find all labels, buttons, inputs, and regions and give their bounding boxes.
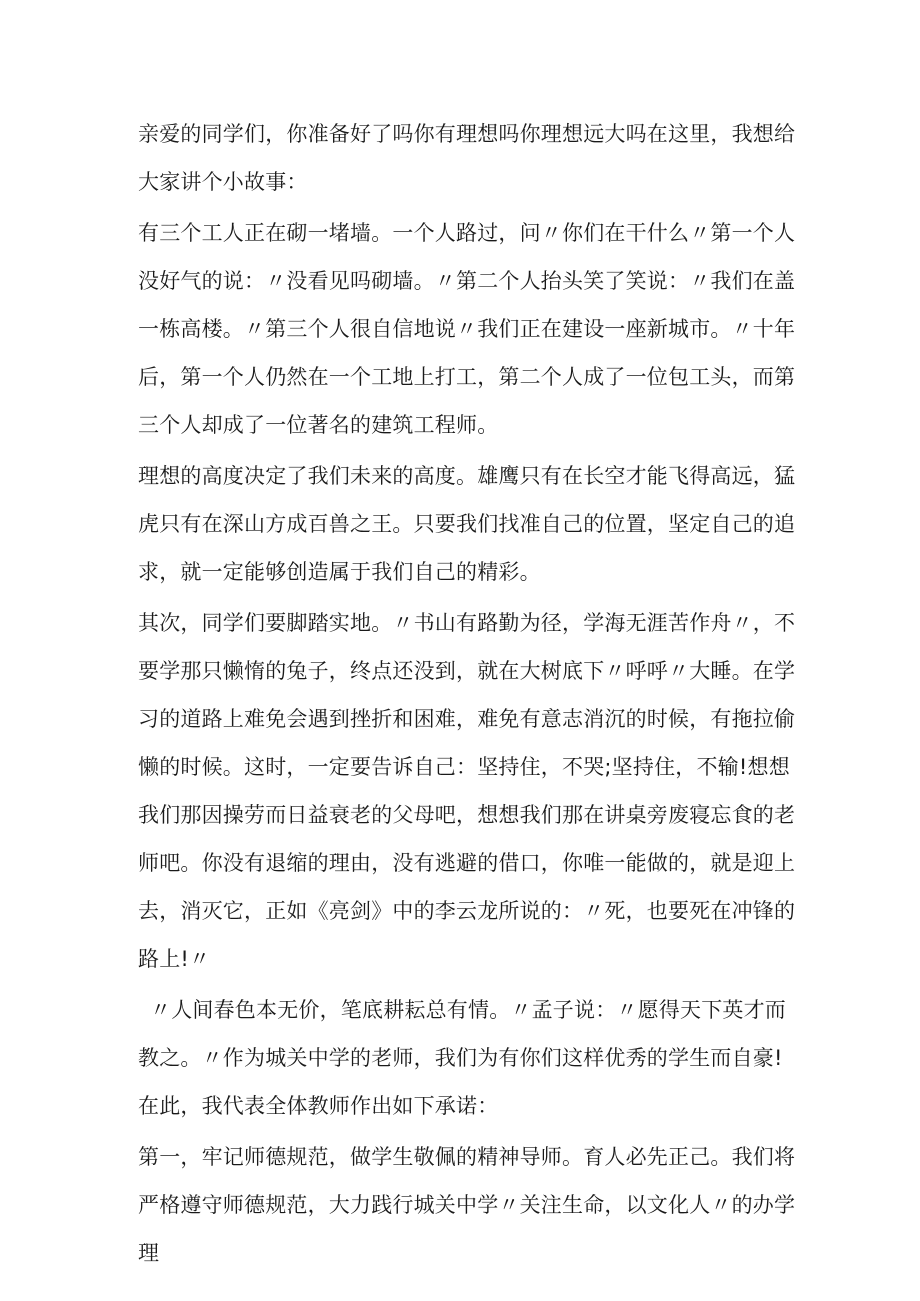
paragraph-teacher-pride: 〃人间春色本无价，笔底耕耘总有情。〃孟子说：〃愿得天下英才而教之。〃作为城关中学的老师，我们为有你们这样优秀的学生而自豪!在此，我代表全体教师作出如下承诺： (138, 998, 786, 1118)
paragraph-down-to-earth: 其次，同学们要脚踏实地。〃书山有路勤为径，学海无涯苦作舟〃，不要学那只懒惰的兔子，终点还没到，就在大树底下〃呼呼〃大睡。在学习的道路上难免会遇到挫折和困难，难免有意志消沉的时候，有拖拉偷懒的时候。这时，一定要告诉自己：坚持住，不哭;坚持住，不输!想想我们那因操劳而日益衰老的父母吧，想想我们那在讲桌旁废寝忘食的老师吧。你没有退缩的理由，没有逃避的借口，你唯一能做的，就是迎上去，消灭它，正如《亮剑》中的李云龙所说的：〃死，也要死在冲锋的路上!〃 (138, 611, 796, 971)
paragraph-promise-first: 第一，牢记师德规范，做学生敬佩的精神导师。育人必先正己。我们将严格遵守师德规范，大力践行城关中学〃关注生命，以文化人〃的办学理 (138, 1145, 796, 1265)
paragraph-greeting: 亲爱的同学们，你准备好了吗你有理想吗你理想远大吗在这里，我想给大家讲个小故事： (138, 122, 796, 194)
paragraph-ideal-height: 理想的高度决定了我们未来的高度。雄鹰只有在长空才能飞得高远，猛虎只有在深山方成百兽之王。只要我们找准自己的位置，坚定自己的追求，就一定能够创造属于我们自己的精彩。 (138, 464, 796, 584)
paragraph-story-workers: 有三个工人正在砌一堵墙。一个人路过，问〃你们在干什么〃第一个人没好气的说：〃没看见吗砌墙。〃第二个人抬头笑了笑说：〃我们在盖一栋高楼。〃第三个人很自信地说〃我们正在建设一座新城市。〃十年后，第一个人仍然在一个工地上打工，第二个人成了一位包工头，而第三个人却成了一位著名的建筑工程师。 (138, 221, 796, 437)
document-body (138, 110, 798, 1280)
